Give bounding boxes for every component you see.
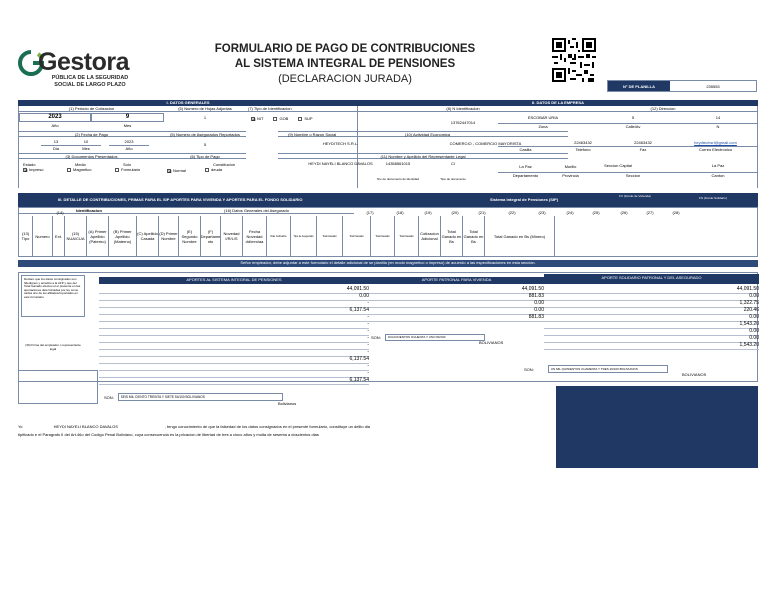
afiliado-amount: 44,091.50	[346, 286, 369, 292]
bolivianos3-label: BOLIVIANOS	[682, 372, 707, 377]
son3-label: SON:	[524, 366, 534, 372]
afiliado-title: APORTES AL SISTEMA INTEGRAL DE PENSIONES	[99, 277, 369, 284]
bolivianos2-label: BOLIVIANOS	[479, 340, 504, 345]
id-value[interactable]: 13762447014	[450, 120, 476, 125]
solidario-amount: 0.00	[749, 314, 759, 320]
solidario-amount: 0.00	[749, 293, 759, 299]
solidario-title: APORTE SOLIDARIO PATRONAL Y DEL ASEGURADO	[544, 274, 759, 284]
section-1-header: I. DATOS GENERALES	[18, 100, 358, 106]
solidario-amount: 1,322.75	[739, 300, 759, 306]
col-header-14: Total Ganado	[317, 216, 343, 256]
col-header-13: Tipo de Asegurado	[291, 216, 317, 256]
col-header-0: (13) Tipo	[19, 216, 33, 256]
mes-label: Mes	[123, 123, 132, 128]
afiliado-amount: -	[367, 314, 369, 320]
col-header-21: Total Ganado en Bs (Minero)	[485, 216, 555, 256]
deuda-label: deuda	[211, 167, 223, 172]
logo	[18, 48, 133, 96]
solidario-amount: 220.46	[743, 307, 759, 313]
canton-label: Canton	[678, 172, 758, 178]
zona-value[interactable]: ESCOBAR URIA	[527, 115, 559, 120]
actividad-label: (10) Actividad Economica	[403, 131, 568, 137]
periodo-label: (1) Periodo de Cotizacion	[19, 106, 164, 112]
col-num-4: (20)	[451, 210, 459, 215]
casilla-label: Casilla	[498, 146, 553, 152]
afiliado-amount: 6,137.54	[349, 356, 369, 362]
col-header-12: Dias Cotizados	[267, 216, 291, 256]
ciudad-value[interactable]: La Paz	[519, 164, 532, 169]
estado-label: Estado	[23, 162, 36, 167]
gob-label: GOB	[279, 116, 289, 121]
col-header-3: (15) NUA/CUA	[65, 216, 87, 256]
gob-checkbox[interactable]	[273, 117, 277, 121]
section-3-header: III. DETALLE DE CONTRIBUCIONES, PRIMAS PARA EL SIP APORTES PARA VIVIENDA Y APORTES PARA EL FONDO SOLIDARIO	[58, 197, 303, 202]
n-label: N	[678, 123, 758, 129]
afiliado-amount: -	[367, 300, 369, 306]
formulario-label: Formulario	[121, 167, 141, 172]
col-header-7: (D) Primer Nombre	[159, 216, 179, 256]
col-num-9: (25)	[592, 210, 600, 215]
fecha-label: (2) Fecha de Pago	[19, 131, 164, 137]
solidario-amount: 44,091.50	[736, 286, 759, 292]
n-value[interactable]: 14	[715, 115, 721, 120]
solidario-amount: 0.00	[749, 335, 759, 341]
vivienda-amount: 0.00	[534, 307, 544, 313]
declaration-text-2: tipificado e el Paragrafo II del Art.46o del Codigo Penal Boliviano, cuya consecuencia es la privacion de libertad de tres a cinco años y multa de sesenta a doscientos dias	[18, 432, 319, 437]
datos-label: (16) Datos Generales del Asegurado	[159, 208, 354, 214]
tipo-doc-label: Tipo de documento	[440, 177, 466, 181]
section-2-header: II. DATOS DE LA EMPRESA	[358, 100, 758, 106]
col-header-1: Numero	[33, 216, 53, 256]
canton-value[interactable]: La Paz	[711, 163, 725, 168]
bolivianos-label: Bolivianos	[278, 401, 297, 406]
son1-label: SON:	[104, 394, 114, 400]
col-header-17: Total Ganado	[395, 216, 419, 256]
vivienda-amount: 0.00	[534, 300, 544, 306]
form-title-3: (DECLARACION JURADA)	[278, 73, 412, 85]
brand-name: Gestora	[38, 48, 129, 76]
col-num-8: (24)	[566, 210, 574, 215]
col-header-2: Ext.	[53, 216, 65, 256]
afiliado-amount: -	[367, 349, 369, 355]
qr-code	[552, 38, 596, 82]
afiliado-amount: -	[367, 328, 369, 334]
normal-checkbox[interactable]: ☒	[168, 168, 172, 174]
asegurados-value[interactable]: 5	[203, 142, 207, 147]
impreso-checkbox[interactable]: ☒	[24, 167, 28, 173]
hojas-value[interactable]: 1	[203, 115, 207, 120]
constitucion-label: Constitucion	[213, 162, 236, 167]
employer-notice: Señor empleador, debe adjuntar a este formulario el detalle adicional de se planilla (en modo magnetico o impreso) de acuerdo a las especificaciones en esta seccion.	[18, 260, 758, 267]
solidario-amount: 0.00	[749, 328, 759, 334]
provincia-label: Provincia	[553, 172, 588, 178]
form-title-1: FORMULARIO DE PAGO DE CONTRIBUCIONES	[214, 43, 476, 55]
deuda-checkbox[interactable]	[205, 168, 209, 172]
departamento-label: Departamento	[498, 172, 553, 178]
correo-value[interactable]: heydtechsrl@gmail.com	[694, 140, 737, 145]
planilla-value: 235553	[706, 83, 720, 89]
vivienda-amounts	[369, 286, 544, 326]
mes-value[interactable]: 9	[91, 113, 164, 122]
calle-label: Calle/Av	[588, 123, 678, 129]
rep-tipo-value[interactable]: CI	[451, 161, 455, 166]
col-num-1: (17)	[366, 210, 374, 215]
fondo-vivienda-label: FV (Fondo de Vivienda)	[619, 194, 651, 198]
col-header-5: (B) Primer Apellido (Materno)	[109, 216, 137, 256]
anio-label: Año	[51, 123, 59, 128]
zona-label: Zona	[498, 123, 588, 129]
col-header-10: Novedad I/R/L/S	[221, 216, 243, 256]
vivienda-amount: 881.83	[528, 314, 544, 320]
seccion-label: Seccion	[588, 172, 678, 178]
afiliado-amounts	[99, 286, 369, 384]
afiliado-amount: 6,137.54	[349, 377, 369, 383]
col-num-7: (23)	[538, 210, 546, 215]
son2-label: SON:	[371, 335, 381, 340]
col-header-9: (F) Departame nto	[201, 216, 221, 256]
medio-label: Medio	[75, 162, 86, 167]
actividad-value[interactable]: COMERCIO - COMERCIO MAYORISTA	[449, 141, 522, 146]
tipo-pago-label: (6) Tipo de Pago	[164, 153, 246, 159]
calle-value[interactable]: 5	[631, 115, 635, 120]
son1-text: SEIS MIL CIENTO TREINTA Y SIETE 54/100 BOLIVIANOS	[118, 393, 283, 401]
brand-subtitle-1: PÚBLICA DE LA SEGURIDAD	[51, 75, 129, 81]
col-header-15: Total Ganado	[343, 216, 371, 256]
col-num-2: (18)	[396, 210, 404, 215]
son2-text: OCHOCIENTOS OCHENTA Y UNO 83/100	[385, 334, 485, 341]
id-label: (8) N Identificacion	[358, 106, 568, 112]
rep-value[interactable]: HEYDI NAYELI BLANCO DAVALOS	[308, 161, 373, 166]
magnetico-label: Magnetico	[73, 167, 92, 172]
son3-text: UN MIL QUINIENTOS CUARENTA Y TRES 20/100 BOLIVIANOS	[548, 365, 668, 373]
tel-value[interactable]: 22463432	[574, 140, 592, 145]
afiliado-amount: 0.00	[359, 293, 369, 299]
dia-label: Dia	[41, 145, 71, 151]
anio-pago-label: Año	[109, 145, 149, 151]
col-header-8: (E) Segundo Nombre	[179, 216, 201, 256]
dia-value[interactable]: 13	[53, 139, 59, 144]
yo-label: Yo	[18, 424, 23, 429]
provincia-value[interactable]: Murillo	[564, 164, 577, 169]
sup-checkbox[interactable]	[298, 117, 302, 121]
rep-doc-value[interactable]: 14358561015	[385, 161, 411, 166]
col-num-0: (14)	[56, 210, 64, 215]
dir-label: (12) Direccion	[568, 106, 758, 112]
tel-label: Telefono	[553, 146, 613, 152]
contributions-table	[18, 207, 758, 257]
nit-label: NIT	[257, 116, 264, 121]
afiliado-amount: -	[367, 363, 369, 369]
correo-label: Correo Electronico	[673, 146, 758, 152]
nit-checkbox[interactable]: ☒	[252, 116, 256, 122]
solidario-amount: 1,543.20	[739, 321, 759, 327]
fax-value[interactable]: 22463432	[634, 140, 652, 145]
normal-label: Normal	[173, 168, 186, 173]
solidario-amount: 1,543.20	[739, 342, 759, 348]
col-num-10: (26)	[620, 210, 628, 215]
col-header-20: Total Ganado en Bs	[463, 216, 485, 256]
tipo-id-label: (7) Tipo de Identificacion	[246, 106, 359, 112]
sup-label: SUP	[304, 116, 313, 121]
magnetico-checkbox[interactable]	[67, 168, 71, 172]
mes-pago-label: Mes	[71, 145, 101, 151]
sip-title: Sistema Integral de Pensiones (SIP)	[490, 197, 559, 202]
mes-pago-value[interactable]: 10	[83, 139, 89, 144]
col-num-6: (22)	[508, 210, 516, 215]
fondo-solidario-label: FS (Fondo Solidario)	[699, 196, 727, 200]
impreso-label: Impreso	[29, 167, 44, 172]
vivienda-amount: 44,091.50	[521, 286, 544, 292]
bank-stamp-box	[556, 386, 758, 468]
ident-label: Identificacion	[19, 208, 159, 214]
col-header-4: (A) Primer Apellido (Paterno)	[87, 216, 109, 256]
col-header-16: Total Ganado	[371, 216, 395, 256]
qr-code-icon	[552, 38, 596, 82]
vivienda-title: APORTE PATRONAL PARA VIVIENDA	[369, 277, 544, 284]
rep-label: (11) Nombre y Apellido del Representante Legal	[278, 153, 568, 159]
docs-label: (3) Documentos Presentados	[19, 153, 164, 159]
col-num-3: (19)	[424, 210, 432, 215]
fax-label: Fax	[613, 146, 673, 152]
nombre-value[interactable]: HEYDITECH S.R.L.	[322, 141, 359, 146]
col-header-19: Total Ganado en Bs	[441, 216, 463, 256]
brand-subtitle-2: SOCIAL DE LARGO PLAZO	[54, 82, 126, 88]
seccion-value[interactable]: Seccion Capital	[604, 163, 632, 168]
hojas-label: (5) Numero de Hojas Adjuntas	[164, 106, 246, 112]
col-header-18: Cotizacion Adicional	[419, 216, 441, 256]
afiliado-amount: -	[367, 321, 369, 327]
anio-value[interactable]: 2023	[19, 113, 91, 122]
col-num-11: (27)	[646, 210, 654, 215]
col-num-12: (28)	[672, 210, 680, 215]
declaration-note: Declaro que los datos consignados son fidedignos y acredito a la AFP y que del Total Ganado efectuo el el presente en las aportaciones determinadas por ley como cadca uno de los afiliados/reportados en este formulario	[21, 275, 85, 317]
afiliado-amount: 6,137.54	[349, 307, 369, 313]
anio-pago-value[interactable]: 2023	[124, 139, 134, 144]
solo-label: Solo	[123, 162, 132, 167]
col-header-6: (C) Apellido Casada	[137, 216, 159, 256]
declarant-name: HEYDI NAYELI BLANCO DAVALOS	[53, 424, 118, 429]
asegurados-label: (5) Numero de Asegurados Reportados	[164, 131, 246, 137]
nombre-label: (9) Nombre o Razon Social	[278, 131, 403, 137]
afiliado-amount: -	[367, 342, 369, 348]
firma-label: (30) Firma del empleador o representante legal	[25, 343, 81, 351]
declaration-text-1: , tengo conocimiento de que la falsedad de los datos consignados en el presente formulario, constituye un delito dia	[164, 424, 371, 429]
col-num-5: (21)	[478, 210, 486, 215]
formulario-checkbox[interactable]	[115, 168, 119, 172]
planilla-label: N° DE PLANILLA	[608, 81, 670, 91]
vivienda-amount: 881.83	[528, 293, 544, 299]
afiliado-amount: -	[367, 370, 369, 376]
col-header-11: Fecha Novedad dd/mm/aa	[243, 216, 267, 256]
firma-box[interactable]	[18, 370, 98, 404]
form-title-2: AL SISTEMA INTEGRAL DE PENSIONES	[234, 58, 456, 70]
nro-doc-label: Nro de documento de Identidad	[376, 177, 420, 181]
afiliado-amount: -	[367, 335, 369, 341]
solidario-amounts	[544, 286, 759, 358]
